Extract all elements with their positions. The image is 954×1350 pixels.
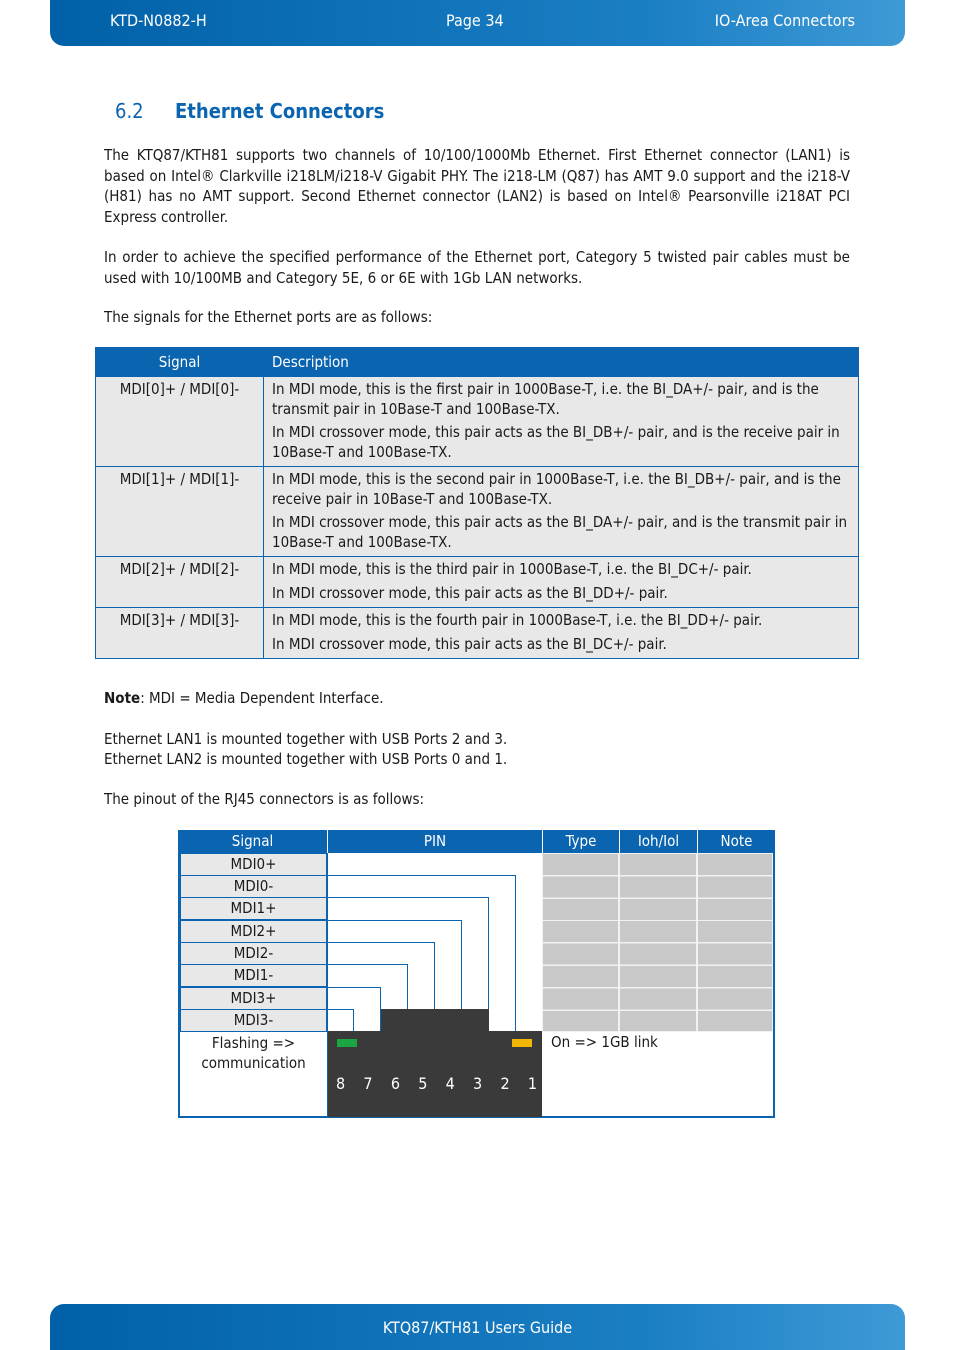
wire-pin1-h	[327, 875, 515, 876]
wire-pin3-h	[327, 920, 461, 921]
lan1-paragraph: Ethernet LAN1 is mounted together with USB Ports 2 and 3.	[104, 730, 508, 748]
crossover-description: In MDI crossover mode, this pair acts as the BI_DA+/- pair, and is the transmit pair in 10Base-T and 100Base-TX.	[272, 513, 848, 551]
pin-signal-cell: MDI3+	[180, 987, 327, 1010]
wire-pin2-h	[327, 897, 488, 898]
mdi-description: In MDI mode, this is the second pair in 1000Base-T, i.e. the BI_DB+/- pair, and is the receive pair in 10Base-T and 100Base-TX.	[272, 470, 841, 508]
lan2-paragraph: Ethernet LAN2 is mounted together with USB Ports 0 and 1.	[104, 750, 508, 768]
rj45-connector-tab	[381, 1009, 489, 1032]
page-footer	[50, 1304, 905, 1350]
rj45-pinout-table	[178, 830, 775, 1118]
pinout-header-note: Note	[697, 830, 775, 853]
col-description-header: Description	[264, 348, 859, 377]
heading-title: Ethernet Connectors	[175, 99, 385, 123]
section-title: IO-Area Connectors	[714, 11, 855, 30]
pin-signal-cell: MDI2-	[180, 942, 327, 965]
description-cell	[264, 467, 859, 557]
led-note: On => 1GB link	[551, 1033, 658, 1051]
table-row	[96, 467, 859, 557]
crossover-description: In MDI crossover mode, this pair acts as the BI_DB+/- pair, and is the receive pair in 10Base-T and 100Base-TX.	[272, 423, 840, 461]
pinout-header-type: Type	[542, 830, 619, 853]
intro-paragraph: The KTQ87/KTH81 supports two channels of 10/100/1000Mb Ethernet. First Ethernet connector (LAN1) is based on Intel® Clarkville i218LM/i218-V Gigabit PHY. The i218-LM (Q87) has AMT 9.0 support and the i218-V (H81) has no AMT support. Second Ethernet connector (LAN2) is based on Intel® Pearsonville i218AT PCI Express controller.	[104, 146, 850, 226]
mdi-description: In MDI mode, this is the third pair in 1000Base-T, i.e. the BI_DC+/- pair.	[272, 560, 752, 578]
note-text: : MDI = Media Dependent Interface.	[140, 689, 384, 707]
wire-pin1-v	[515, 875, 516, 1032]
pin-signal-cell: MDI1-	[180, 964, 327, 987]
pinout-header-ioh-iol: Ioh/Iol	[619, 830, 697, 853]
crossover-description: In MDI crossover mode, this pair acts as the BI_DC+/- pair.	[272, 634, 667, 653]
wire-pin7-v	[353, 1009, 354, 1032]
pin-number: 6	[390, 1074, 400, 1093]
pinout-header-signal: Signal	[178, 830, 327, 853]
pin-signal-cell: MDI0-	[180, 875, 327, 898]
pinout-header-pin: PIN	[327, 830, 542, 853]
pin-number: 7	[363, 1074, 373, 1093]
pinout-intro: The pinout of the RJ45 connectors is as follows:	[104, 790, 425, 808]
note-column-cells	[697, 853, 773, 1032]
pin-signal-cell: MDI2+	[180, 920, 327, 943]
col-signal-header: Signal	[96, 348, 264, 377]
description-cell	[264, 377, 859, 467]
doc-id: KTD-N0882-H	[110, 11, 207, 30]
description-cell	[264, 608, 859, 659]
type-column-cells	[542, 853, 619, 1032]
signal-cell: MDI[1]+ / MDI[1]-	[96, 467, 264, 557]
pin-number: 4	[445, 1074, 455, 1093]
pin-signal-cell: MDI0+	[180, 853, 327, 876]
footer-title: KTQ87/KTH81 Users Guide	[382, 1318, 573, 1337]
signals-intro: The signals for the Ethernet ports are as follows:	[104, 308, 433, 326]
wire-pin4-h	[327, 942, 434, 943]
crossover-description: In MDI crossover mode, this pair acts as the BI_DD+/- pair.	[272, 583, 668, 602]
section-heading	[115, 99, 384, 123]
cables-paragraph: In order to achieve the specified performance of the Ethernet port, Category 5 twisted pair cables must be used with 10/100MB and Category 5E, 6 or 6E with 1Gb LAN networks.	[104, 248, 850, 287]
pin-number: 1	[527, 1074, 537, 1093]
table-row	[96, 557, 859, 608]
yellow-led-icon	[512, 1039, 532, 1047]
wire-pin7-h	[327, 1009, 353, 1010]
pin-number: 2	[500, 1074, 510, 1093]
heading-number: 6.2	[115, 99, 144, 123]
ioh-iol-column-cells	[619, 853, 697, 1032]
ethernet-signal-table	[95, 347, 859, 659]
pin-signal-cell: MDI1+	[180, 897, 327, 920]
signal-cell: MDI[0]+ / MDI[0]-	[96, 377, 264, 467]
mdi-description: In MDI mode, this is the fourth pair in 1000Base-T, i.e. the BI_DD+/- pair.	[272, 611, 763, 629]
wire-pin5-h	[327, 964, 407, 965]
page-header	[50, 0, 905, 46]
page-number: Page 34	[446, 11, 504, 30]
pin-number: 3	[473, 1074, 483, 1093]
flashing-label: Flashing =>	[211, 1034, 296, 1052]
signal-cell: MDI[2]+ / MDI[2]-	[96, 557, 264, 608]
note-paragraph	[104, 688, 850, 709]
communication-label: communication	[201, 1054, 306, 1072]
note-label: Note	[104, 689, 141, 707]
flashing-cell	[180, 1032, 327, 1116]
wire-pin6-h	[327, 987, 380, 988]
table-header-row	[96, 348, 859, 377]
pin-number-row	[333, 1074, 541, 1096]
pin-number: 5	[418, 1074, 428, 1093]
signal-cell: MDI[3]+ / MDI[3]-	[96, 608, 264, 659]
green-led-icon	[337, 1039, 357, 1047]
description-cell	[264, 557, 859, 608]
pin-number: 8	[336, 1074, 346, 1093]
table-row	[96, 377, 859, 467]
table-row	[96, 608, 859, 659]
mdi-description: In MDI mode, this is the first pair in 1000Base-T, i.e. the BI_DA+/- pair, and is the transmit pair in 10Base-T and 100Base-TX.	[272, 380, 819, 418]
pin-signal-cell: MDI3-	[180, 1009, 327, 1032]
